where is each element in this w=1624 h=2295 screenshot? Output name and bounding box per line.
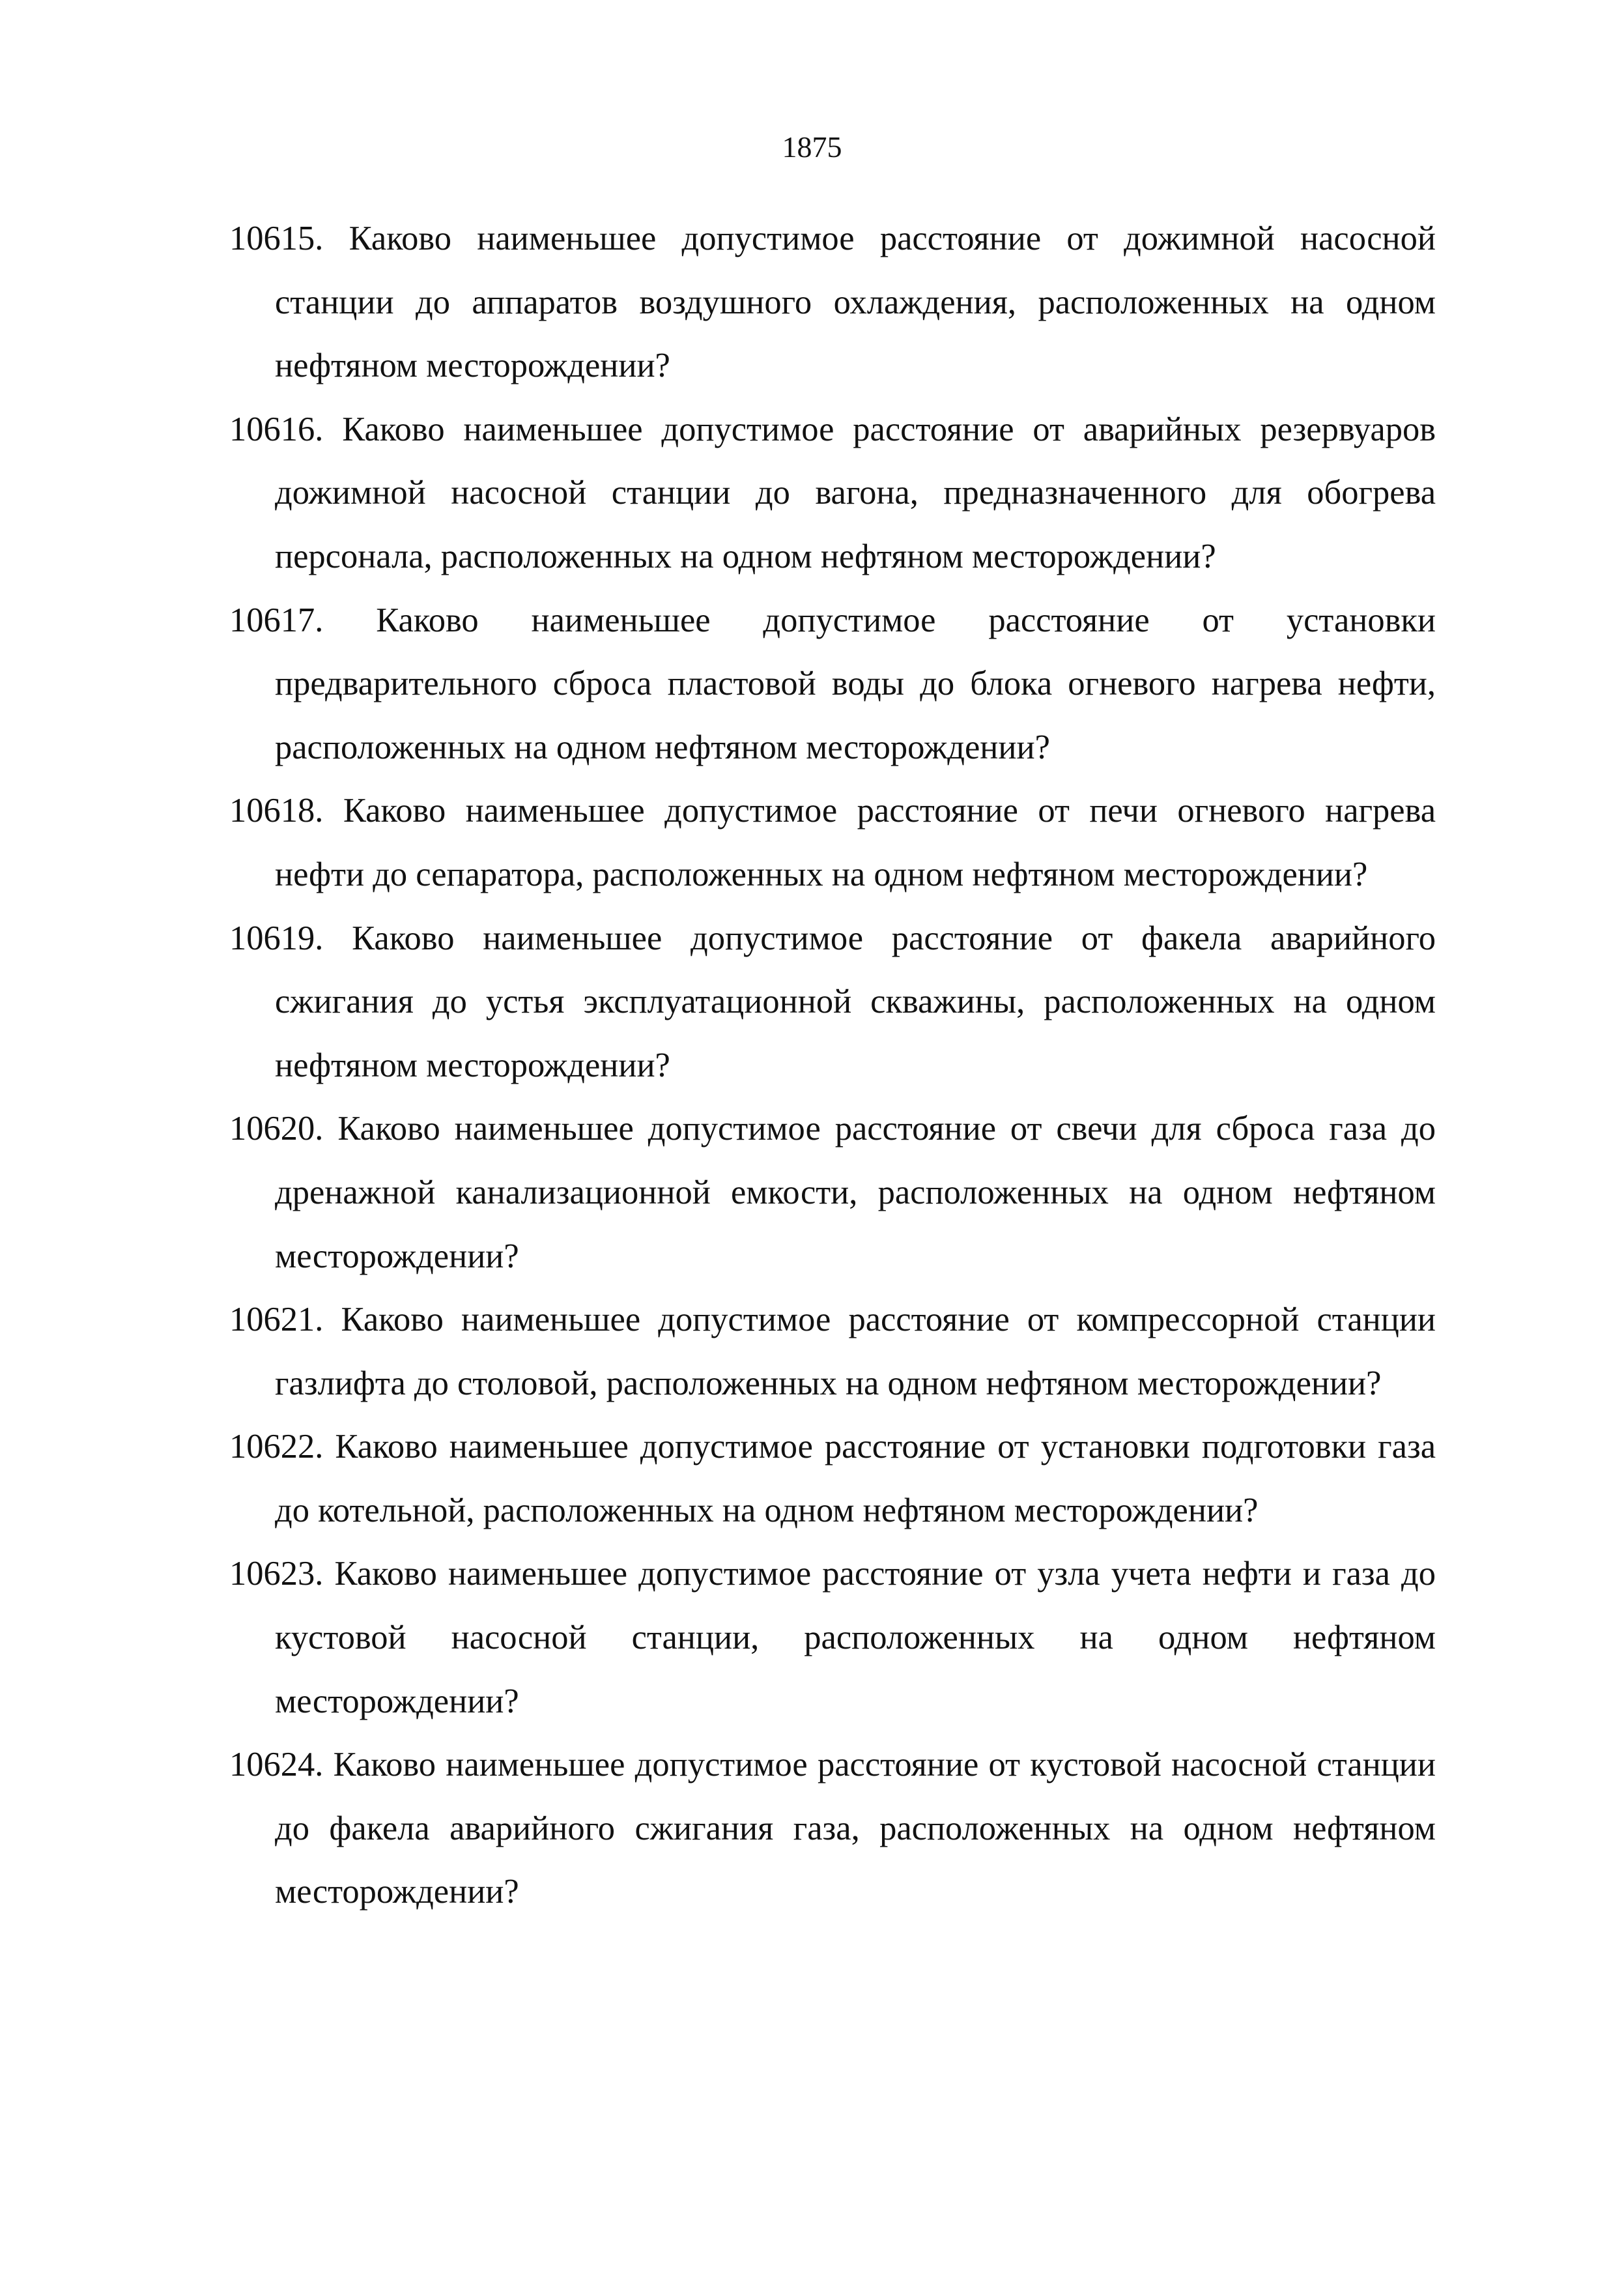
question-number: 10619.: [229, 919, 324, 957]
question-list: [229, 207, 1436, 1924]
question-number: 10617.: [229, 601, 324, 639]
question-text: Каково наименьшее допустимое расстояние от факела аварийного сжигания до устья эксплуатационной скважины, расположенных на одном нефтяном месторождении?: [275, 919, 1436, 1084]
question-text: Каково наименьшее допустимое расстояние от кустовой насосной станции до факела аварийного сжигания газа, расположенных на одном нефтяном месторождении?: [275, 1746, 1436, 1911]
question-10620: [229, 1097, 1436, 1288]
question-number: 10621.: [229, 1301, 324, 1339]
question-10621: [229, 1288, 1436, 1415]
question-number: 10620.: [229, 1110, 324, 1148]
question-10619: [229, 907, 1436, 1098]
question-number: 10624.: [229, 1746, 324, 1784]
question-10617: [229, 589, 1436, 780]
question-number: 10622.: [229, 1428, 324, 1466]
question-10623: [229, 1542, 1436, 1733]
question-text: Каково наименьшее допустимое расстояние от узла учета нефти и газа до кустовой насосной станции, расположенных на одном нефтяном месторождении?: [275, 1555, 1436, 1720]
question-10622: [229, 1415, 1436, 1542]
question-text: Каково наименьшее допустимое расстояние от дожимной насосной станции до аппаратов воздушного охлаждения, расположенных на одном нефтяном месторождении?: [275, 220, 1436, 385]
question-number: 10623.: [229, 1555, 324, 1593]
question-number: 10616.: [229, 410, 324, 448]
page-number: 1875: [782, 130, 842, 164]
question-text: Каково наименьшее допустимое расстояние от свечи для сброса газа до дренажной канализационной емкости, расположенных на одном нефтяном месторождении?: [275, 1110, 1436, 1275]
question-10618: [229, 779, 1436, 906]
question-text: Каково наименьшее допустимое расстояние от компрессорной станции газлифта до столовой, расположенных на одном нефтяном месторождении?: [275, 1301, 1436, 1402]
question-number: 10618.: [229, 792, 324, 830]
question-text: Каково наименьшее допустимое расстояние от аварийных резервуаров дожимной насосной станции до вагона, предназначенного для обогрева персонала, расположенных на одном нефтяном месторождении?: [275, 410, 1436, 575]
question-text: Каково наименьшее допустимое расстояние от установки подготовки газа до котельной, расположенных на одном нефтяном месторождении?: [275, 1428, 1436, 1529]
question-text: Каково наименьшее допустимое расстояние от установки предварительного сброса пластовой воды до блока огневого нагрева нефти, расположенных на одном нефтяном месторождении?: [275, 601, 1436, 766]
question-10615: [229, 207, 1436, 398]
question-number: 10615.: [229, 220, 324, 257]
question-10624: [229, 1733, 1436, 1924]
question-10616: [229, 398, 1436, 589]
question-text: Каково наименьшее допустимое расстояние от печи огневого нагрева нефти до сепаратора, расположенных на одном нефтяном месторождении?: [275, 792, 1436, 893]
